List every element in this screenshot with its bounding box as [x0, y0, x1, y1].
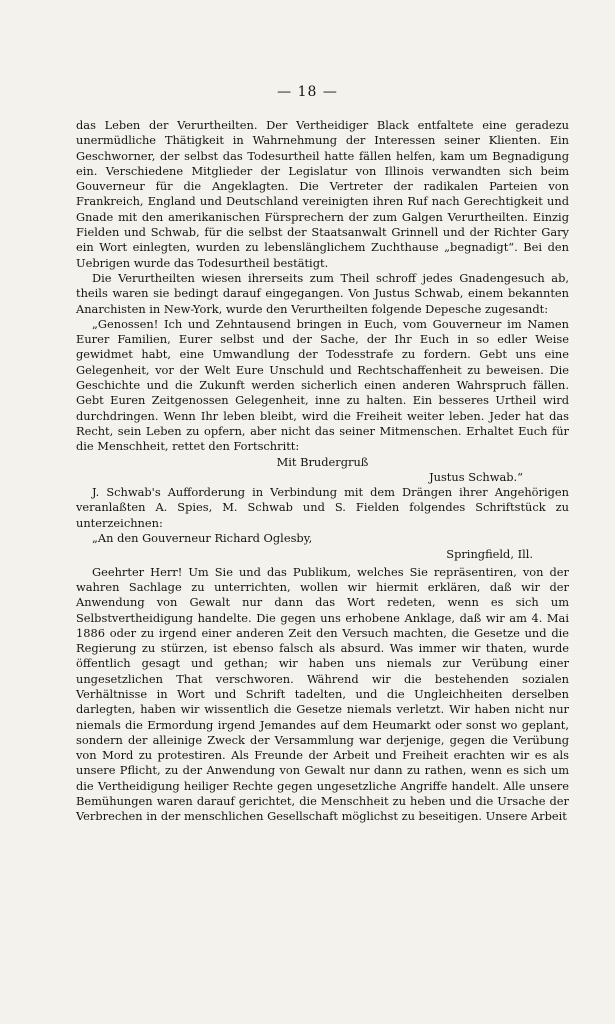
body-text [76, 118, 569, 825]
page-number: — 18 — [277, 84, 338, 100]
paragraph-aufforderung: J. Schwab's Aufforderung in Verbindung mit dem Drängen ihrer Angehörigen veranlaßten A. Spies, M. Schwab und S. Fielden folgendes Schriftstück zu unterzeichnen: [76, 485, 569, 530]
telegram-greeting: Mit Brudergruß [276, 454, 369, 469]
letter-addressee: „An den Gouverneur Richard Oglesby, [92, 531, 313, 546]
telegram-text: „Genossen! Ich und Zehntausend bringen in Euch, vom Gouverneur im Namen Eurer Familien, Eurer selbst und der Sache, der Ihr Euch in so edler Weise gewidmet habt, eine Umwandlung der Todesstrafe zu fordern. Gebt uns eine Gelegenheit, vor der Welt Eure Unschuld und Rechtschaffenheit zu beweisen. Die Geschichte und die Zukunft werden sicherlich einen anderen Wahrspruch fällen. Gebt Euren Zeitgenossen Gelegenheit, inne zu halten. Ein besseres Urtheil wird durchdringen. Wenn Ihr leben bleibt, wird die Freiheit weiter leben. Jeder hat das Recht, sein Leben zu opfern, aber nicht das seiner Mitmenschen. Erhaltet Euch für die Menschheit, rettet den Fortschritt: [76, 316, 569, 454]
telegram-signature: Justus Schwab.“ [429, 469, 523, 484]
paragraph-verurtheilten: Die Verurtheilten wiesen ihrerseits zum Theil schroff jedes Gnadengesuch ab, theils waren sie bedingt darauf eingegangen. Von Justus Schwab, einem bekannten Anarchisten in New-York, wurde den Verurtheilten folgende Depesche zugesandt: [76, 270, 569, 316]
paragraph-continuation: das Leben der Verurtheilten. Der Vertheidiger Black entfaltete eine geradezu unermüdliche Thätigkeit in Wahrnehmung der Interessen seiner Klienten. Ein Geschworner, der selbst das Todesurtheil hatte fällen helfen, kam um Begnadigung ein. Verschiedene Mitglieder der Legislatur von Illinois verwandten sich beim Gouverneur für die Angeklagten. Die Vertreter der radikalen Parteien von Frankreich, England und Deutschland vereinigten ihren Ruf nach Gerechtigkeit und Gnade mit den amerikanischen Fürsprechern der zum Galgen Verurtheilten. Einzig Fielden und Schwab, für die selbst der Staatsanwalt Grinnell und der Richter Gary ein Wort einlegten, wurden zu lebenslänglichem Zuchthause „begnadigt“. Bei den Uebrigen wurde das Todesurtheil bestätigt. [76, 118, 569, 270]
letter-body: Geehrter Herr! Um Sie und das Publikum, welches Sie repräsentiren, von der wahren Sachlage zu unterrichten, wollen wir hiermit erklären, daß wir der Anwendung von Gewalt nur dann das Wort redeten, wenn es sich um Selbstvertheidigung handelte. Die gegen uns erhobene Anklage, daß wir am 4. Mai 1886 oder zu irgend einer anderen Zeit den Versuch machten, die Gesetze und die Regierung zu stürzen, ist ebenso falsch als absurd. Was immer wir thaten, wurde öffentlich gesagt und gethan; wir haben uns niemals zur Verübung einer ungesetzlichen That verschworen. Während wir die bestehenden sozialen Verhältnisse in Wort und Schrift tadelten, und die Ungleichheiten derselben darlegten, haben wir wissentlich die Gesetze niemals verletzt. Wir haben nicht nur niemals die Ermordung irgend Jemandes auf dem Heumarkt oder sonst wo geplant, sondern der alleinige Zweck der Versammlung war derjenige, gegen die Verübung von Mord zu protestiren. Als Freunde der Arbeit und Freiheit erachten wir es als unsere Pflicht, zu der Anwendung von Gewalt nur dann zu rathen, wenn es sich um die Vertheidigung heiliger Rechte gegen ungesetzliche Angriffe handelt. Alle unsere Bemühungen waren darauf gerichtet, die Menschheit zu heben und die Ursache der Verbrechen in der menschlichen Gesellschaft möglichst zu beseitigen. Unsere Arbeit [76, 564, 569, 824]
letter-location: Springfield, Ill. [446, 547, 533, 562]
